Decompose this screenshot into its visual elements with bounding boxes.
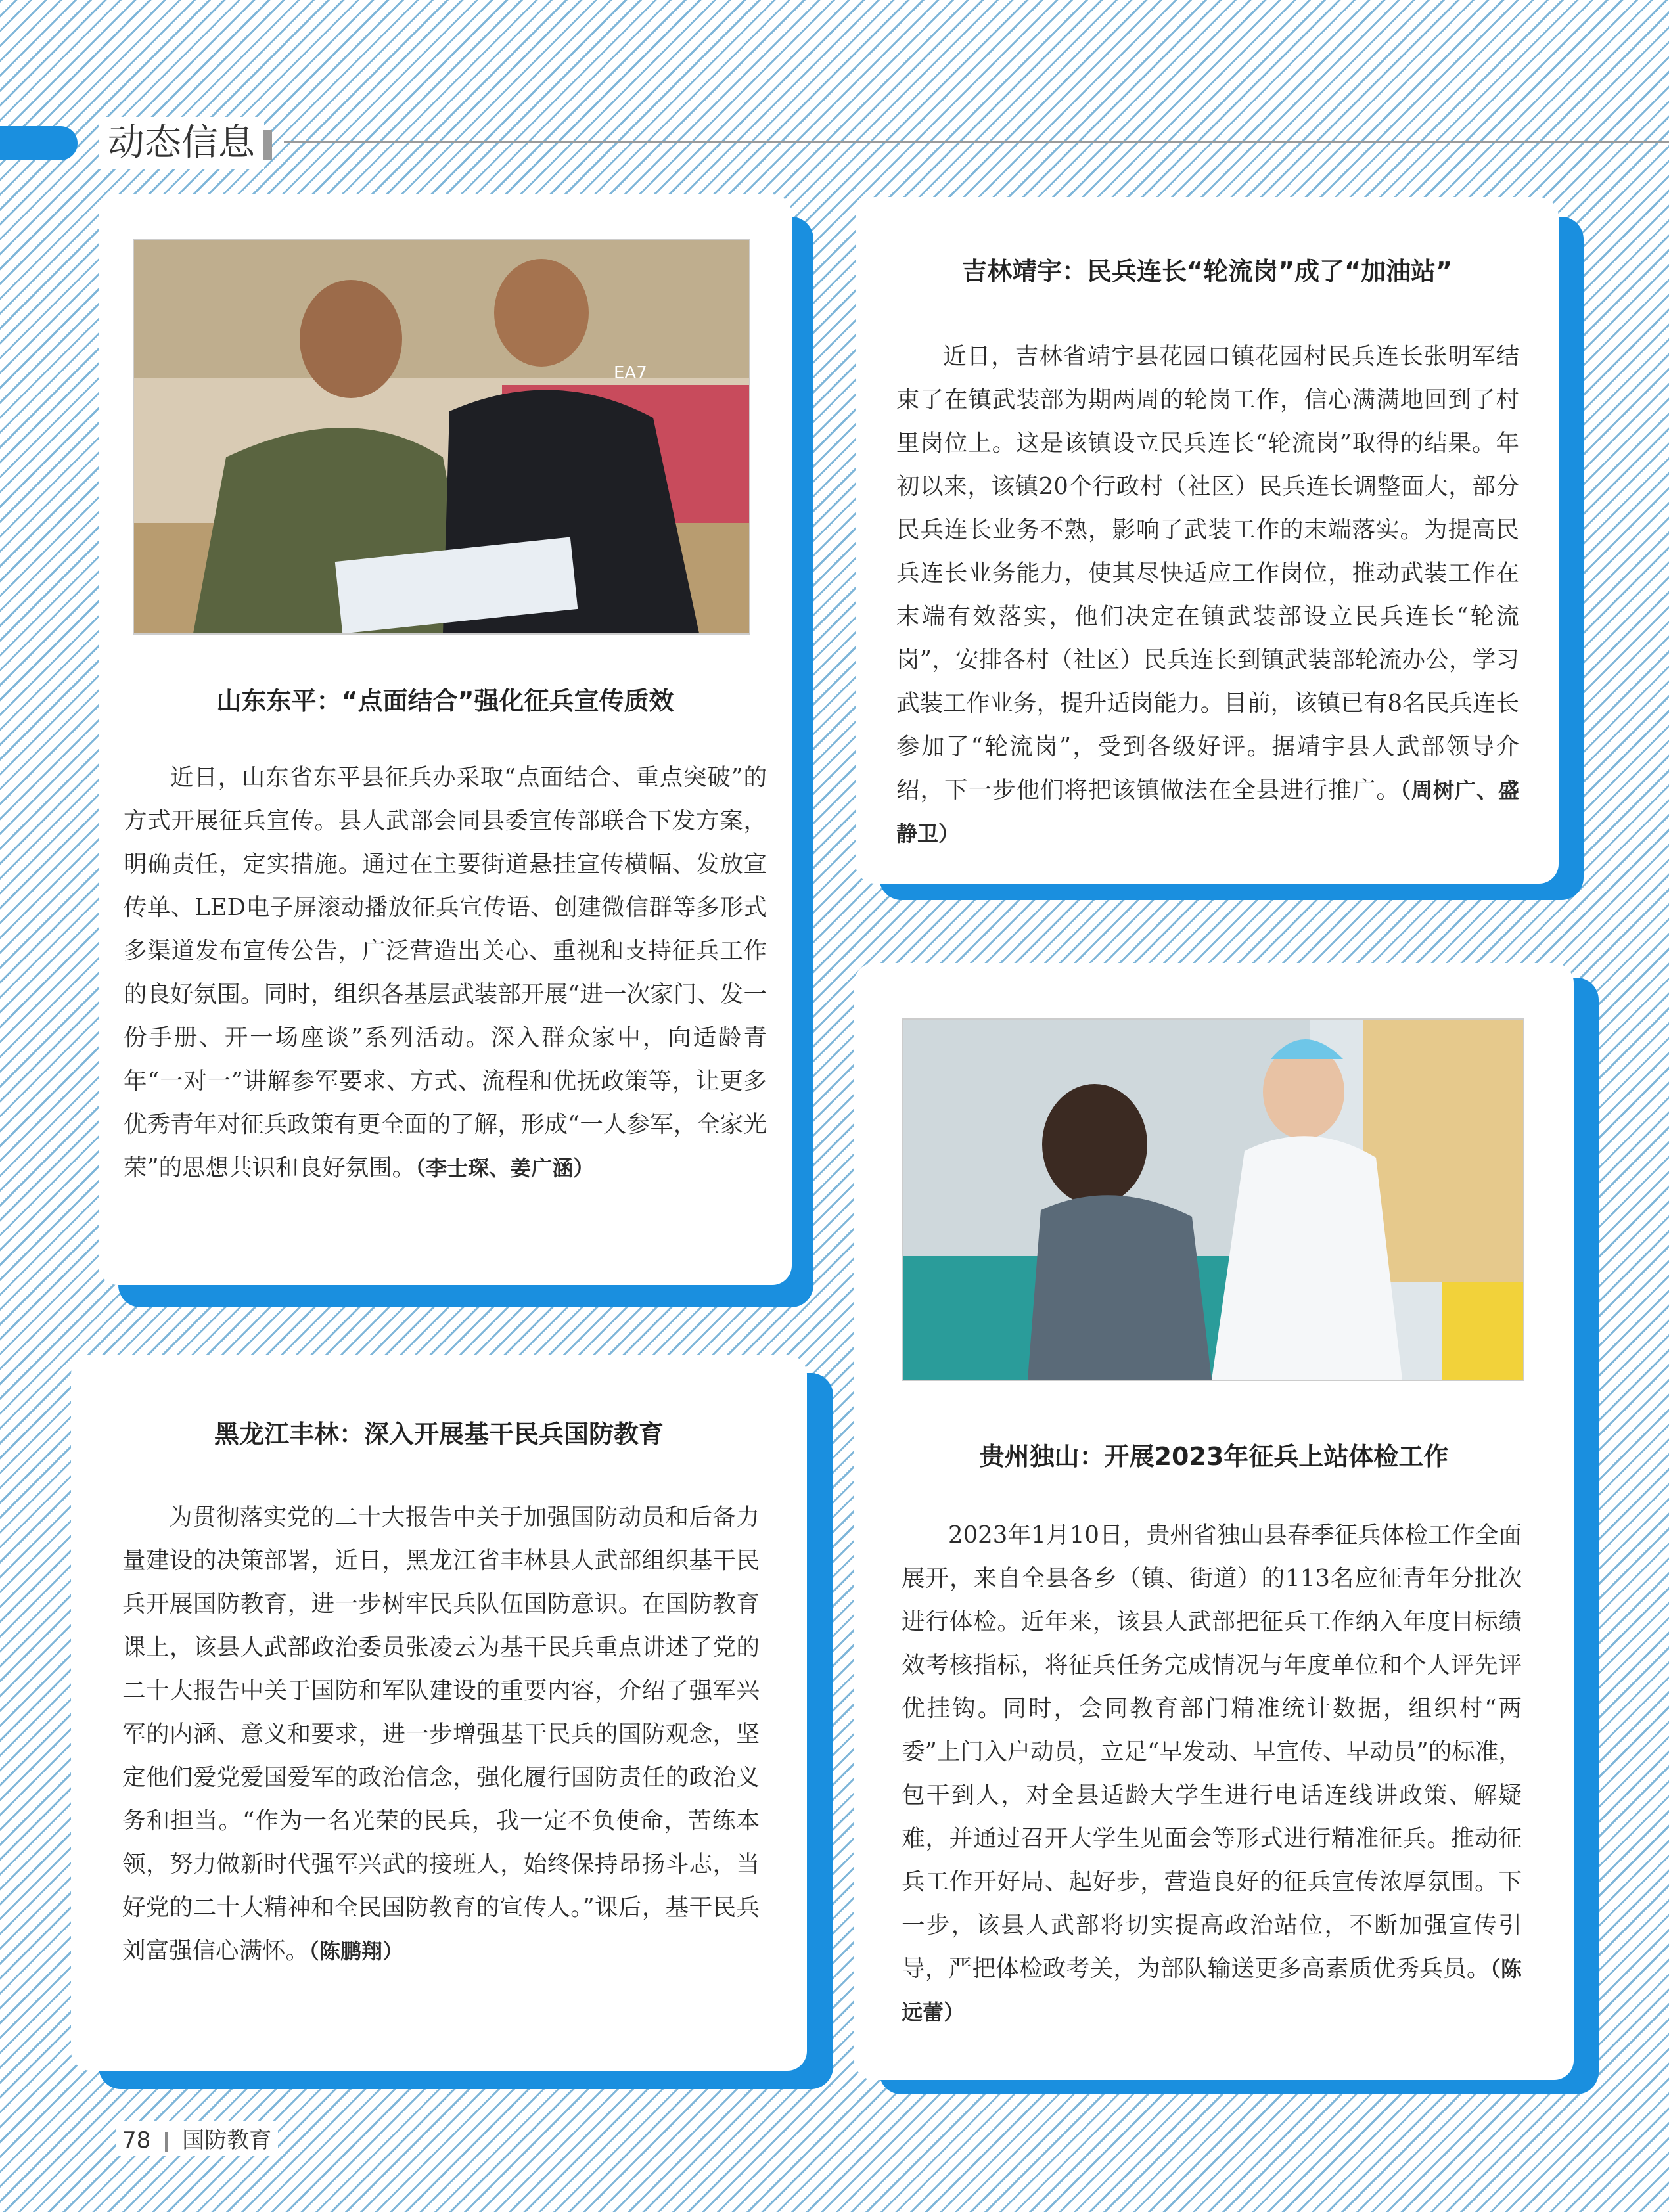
article-title-shandong: 山东东平：“点面结合”强化征兵宣传质效 [216,687,674,715]
article-author-jilin: （周树广、盛静卫） [896,778,1519,846]
card-guizhou [854,963,1574,2080]
article-title-jilin: 吉林靖宇：民兵连长“轮流岗”成了“加油站” [962,257,1452,286]
card-jilin [856,197,1559,884]
section-title: 动态信息 [99,117,264,169]
footer-separator [165,2132,168,2152]
article-author-heilongjiang: （陈鹏翔） [309,1939,404,1964]
page-footer [116,2121,278,2156]
article-title-guizhou: 贵州独山：开展2023年征兵上站体检工作 [979,1442,1449,1471]
header-rule [284,141,1669,143]
photo-shirt-logo: EA7 [614,363,647,383]
magazine-name: 国防教育 [182,2127,272,2154]
article-body-jilin [896,335,1519,855]
article-text-heilongjiang: 为贯彻落实党的二十大报告中关于加强国防动员和后备力量建设的决策部署，近日，黑龙江省丰林县人武部组织基干民兵开展国防教育，进一步树牢民兵队伍国防意识。在国防教育课上，该县人武部政治委员张凌云为基干民兵重点讲述了党的二十大报告中关于国防和军队建设的重要内容，介绍了强军兴军的内涵、意义和要求，进一步增强基干民兵的国防观念，坚定他们爱党爱国爱军的政治信念，强化履行国防责任的政治义务和担当。“作为一名光荣的民兵，我一定不负使命，苦练本领，努力做新时代强军兴武的接班人，始终保持昂扬斗志，当好党的二十大精神和全民国防教育的宣传人。”课后，基干民兵刘富强信心满怀。 [122,1504,760,1964]
card-shandong [99,194,792,1285]
article-body-heilongjiang [122,1496,760,1973]
article-body-guizhou [902,1514,1522,2034]
article-author-shandong: （李士琛、姜广涵） [415,1156,595,1181]
article-body-shandong [124,756,767,1190]
article-text-shandong: 近日，山东省东平县征兵办采取“点面结合、重点突破”的方式开展征兵宣传。县人武部会同县委宣传部联合下发方案，明确责任，定实措施。通过在主要街道悬挂宣传横幅、发放宣传单、LED电子屏滚动播放征兵宣传语、创建微信群等多形式多渠道发布宣传公告，广泛营造出关心、重视和支持征兵工作的良好氛围。同时，组织各基层武装部开展“进一次家门、发一份手册、开一场座谈”系列活动。深入群众家中，向适龄青年“一对一”讲解参军要求、方式、流程和优抚政策等，让更多优秀青年对征兵政策有更全面的了解，形成“一人参军，全家光荣”的思想共识和良好氛围。 [124,764,767,1181]
photo-guizhou [902,1018,1524,1381]
page-number: 78 [122,2127,151,2154]
article-author-guizhou: （陈远蕾） [902,1956,1522,2025]
article-title-heilongjiang: 黑龙江丰林：深入开展基干民兵国防教育 [214,1420,664,1449]
section-title-bar [263,130,272,160]
card-heilongjiang [71,1355,807,2071]
photo-shandong [133,239,750,635]
header-accent-pill [0,126,78,160]
article-text-guizhou: 2023年1月10日，贵州省独山县春季征兵体检工作全面展开，来自全县各乡（镇、街道）的113名应征青年分批次进行体检。近年来，该县人武部把征兵工作纳入年度目标绩效考核指标，将征兵任务完成情况与年度单位和个人评先评优挂钩。同时，会同教育部门精准统计数据，组织村“两委”上门入户动员，立足“早发动、早宣传、早动员”的标准，包干到人，对全县适龄大学生进行电话连线讲政策、解疑难，并通过召开大学生见面会等形式进行精准征兵。推动征兵工作开好局、起好步，营造良好的征兵宣传浓厚氛围。下一步，该县人武部将切实提高政治站位，不断加强宣传引导，严把体检政考关，为部队输送更多高素质优秀兵员。 [902,1522,1522,1982]
article-text-jilin: 近日，吉林省靖宇县花园口镇花园村民兵连长张明军结束了在镇武装部为期两周的轮岗工作，信心满满地回到了村里岗位上。这是该镇设立民兵连长“轮流岗”取得的结果。年初以来，该镇20个行政村（社区）民兵连长调整面大，部分民兵连长业务不熟，影响了武装工作的末端落实。为提高民兵连长业务能力，使其尽快适应工作岗位，推动武装工作在末端有效落实，他们决定在镇武装部设立民兵连长“轮流岗”，安排各村（社区）民兵连长到镇武装部轮流办公，学习武装工作业务，提升适岗能力。目前，该镇已有8名民兵连长参加了“轮流岗”，受到各级好评。据靖宇县人武部领导介绍，下一步他们将把该镇做法在全县进行推广。 [896,343,1519,803]
